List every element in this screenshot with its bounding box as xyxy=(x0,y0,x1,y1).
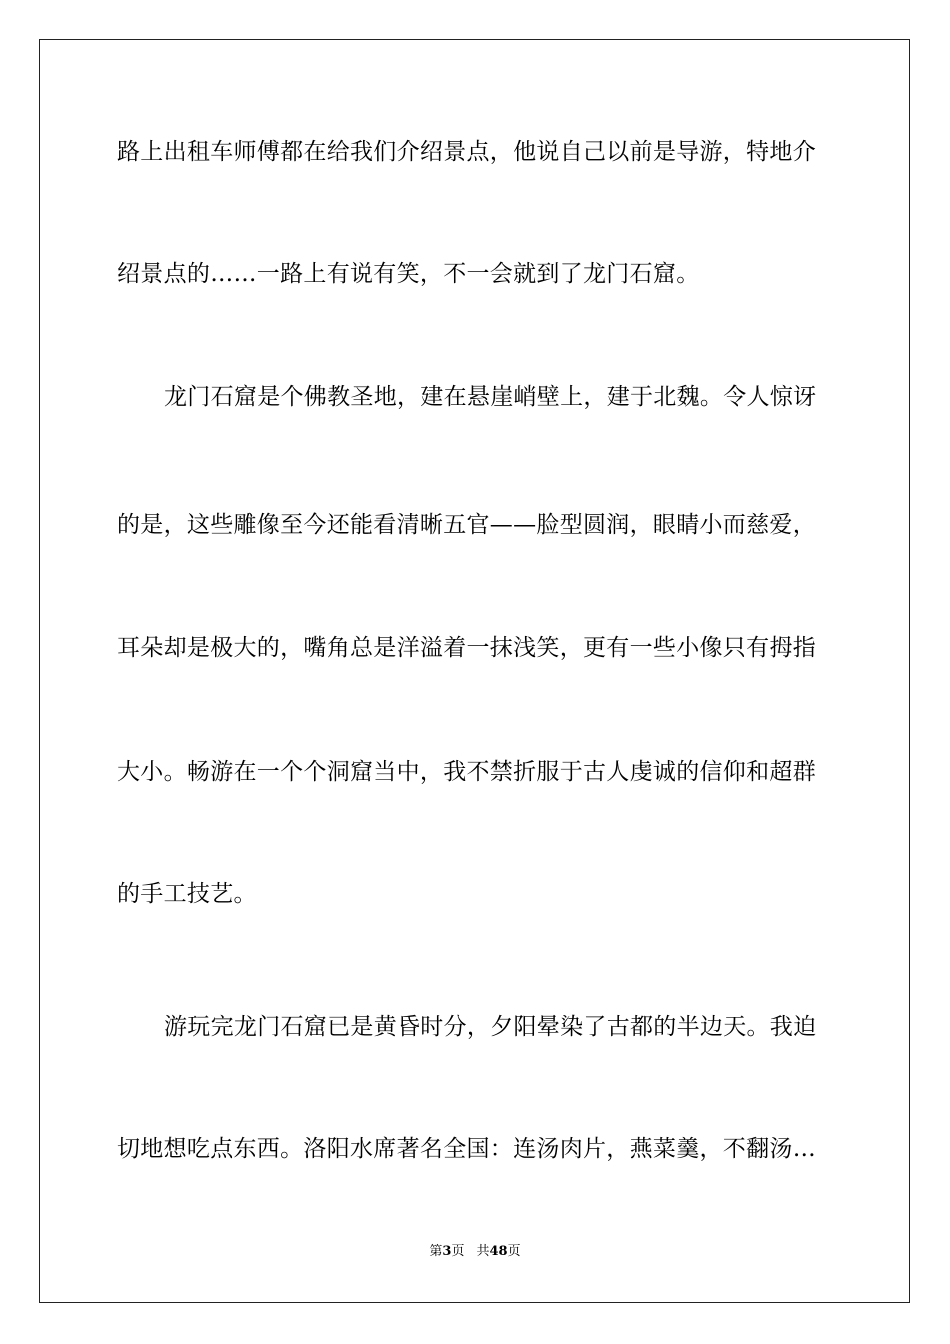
page-prefix: 第 xyxy=(429,1244,443,1259)
text-line: 耳朵却是极大的，嘴角总是洋溢着一抹浅笑，更有一些小像只有拇指 xyxy=(117,635,816,661)
page-border xyxy=(39,39,910,1303)
page-suffix: 页 xyxy=(451,1244,465,1259)
page-number: 3 xyxy=(442,1244,452,1259)
paragraph-start-line: 龙门石窟是个佛教圣地，建在悬崖峭壁上，建于北魏。令人惊讶 xyxy=(164,384,817,410)
text-line: 绍景点的……一路上有说有笑，不一会就到了龙门石窟。 xyxy=(117,261,700,287)
text-line: 大小。畅游在一个个洞窟当中，我不禁折服于古人虔诚的信仰和超群 xyxy=(117,759,816,785)
page-footer xyxy=(0,1244,950,1260)
text-line: 的是，这些雕像至今还能看清晰五官——脸型圆润，眼睛小而慈爱， xyxy=(117,512,816,538)
total-prefix: 共 xyxy=(476,1244,490,1259)
text-line: 切地想吃点东西。洛阳水席著名全国：连汤肉片，燕菜羹，不翻汤… xyxy=(117,1136,816,1162)
total-suffix: 页 xyxy=(507,1244,521,1259)
total-pages: 48 xyxy=(489,1244,508,1259)
paragraph-start-line: 游玩完龙门石窟已是黄昏时分，夕阳晕染了古都的半边天。我迫 xyxy=(164,1014,817,1040)
text-line: 的手工技艺。 xyxy=(117,881,257,907)
text-line: 路上出租车师傅都在给我们介绍景点，他说自己以前是导游，特地介 xyxy=(117,139,816,165)
